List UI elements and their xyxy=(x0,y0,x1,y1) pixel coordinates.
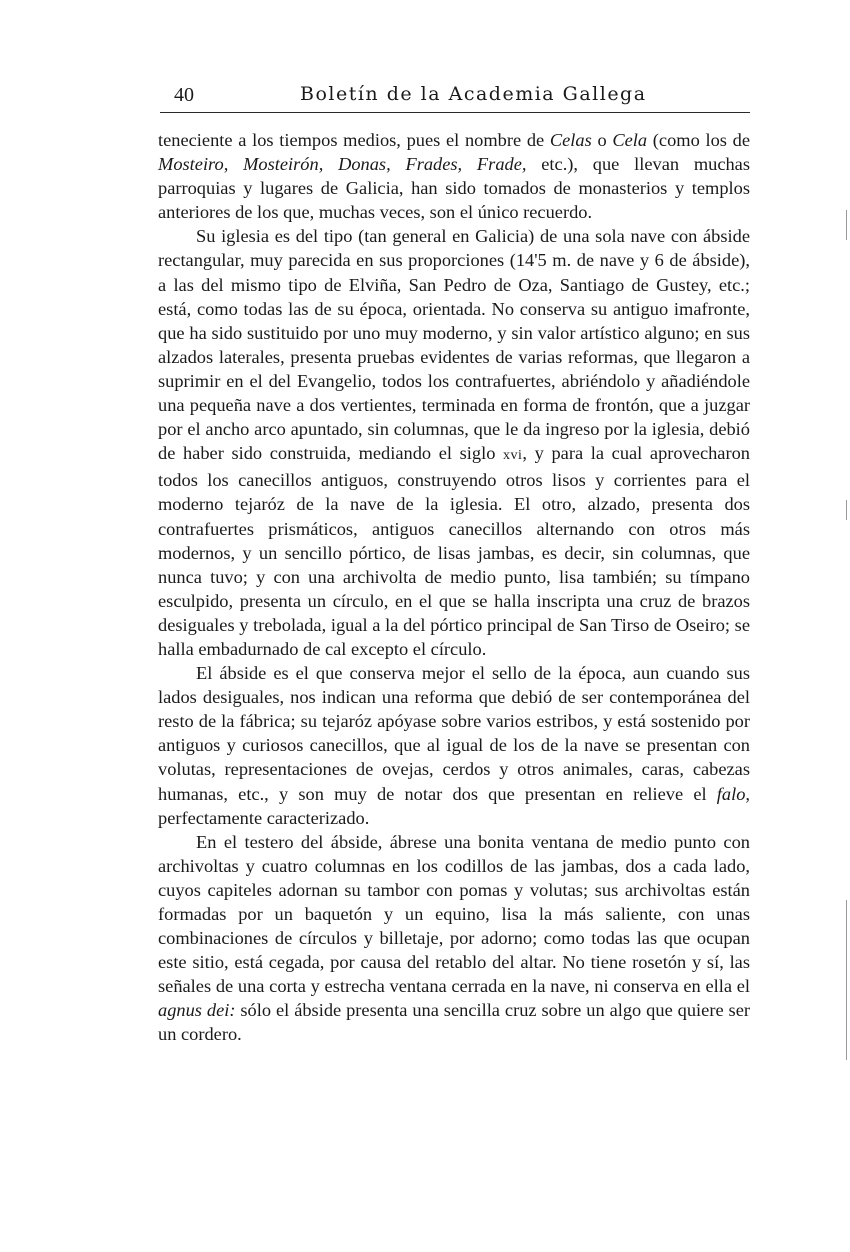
body-text xyxy=(158,128,750,1047)
small-caps-text: xvi xyxy=(503,448,523,464)
paragraph xyxy=(158,661,750,830)
page-header xyxy=(160,80,750,113)
scan-edge-mark xyxy=(846,900,847,1060)
paragraph xyxy=(158,128,750,224)
running-title: Boletín de la Academia Gallega xyxy=(300,83,647,105)
paragraph xyxy=(158,224,750,661)
paragraph xyxy=(158,830,750,1047)
italic-text: agnus dei: xyxy=(158,1000,236,1021)
text-run: Su iglesia es del tipo (tan general en Galicia) de una sola nave con ábside rectangular, muy parecida en sus proporciones (14'5 m. de nave y 6 de ábside), a las del mismo tipo de Elviña, San Pedro de Oza, Santiago de Gustey, etc.; está, como todas las de su época, orientada. No conserva su antiguo imafronte, que ha sido sustituido por uno muy moderno, y sin valor artístico alguno; en sus alzados laterales, presenta pruebas evidentes de varias reformas, que llegaron a suprimir en el del Evangelio, todos los contrafuertes, abriéndolo y añadiéndole una pequeña nave a dos vertientes, terminada en forma de frontón, que a juzgar por el ancho arco apuntado, sin columnas, que le da ingreso por la iglesia, debió de haber sido construida, mediando el siglo xyxy=(158,226,750,464)
text-run: sólo el ábside presenta una sencilla cruz sobre un algo que quiere ser un cordero. xyxy=(158,1000,750,1045)
scan-edge-mark xyxy=(846,210,847,240)
italic-text: falo, xyxy=(716,783,750,804)
text-run: , y para la cual aprovecharon todos los canecillos antiguos, construyendo otros lisos y corrientes para el moderno tejaróz de la nave de la iglesia. El otro, alzado, presenta dos contrafuertes prismáticos, antiguos canecillos alternando con otros más modernos, y un sencillo pórtico, de lisas jambas, es decir, sin columnas, que nunca tuvo; y con una archivolta de medio punto, lisa también; su tímpano esculpido, presenta un círculo, en el que se halla inscripta una cruz de brazos desiguales y trebolada, igual a la del pórtico principal de San Tirso de Oseiro; se halla embadurnado de cal excepto el círculo. xyxy=(158,443,750,659)
text-run: perfectamente caracterizado. xyxy=(158,807,370,828)
italic-text: Celas xyxy=(549,130,592,150)
text-run: En el testero del ábside, ábrese una bonita ventana de medio punto con archivoltas y cuatro columnas en los codillos de las jambas, dos a cada lado, cuyos capiteles adornan su tambor con pomas y volutas; sus archivoltas están formadas por un baquetón y un equino, lisa la más saliente, con unas combinaciones de círculos y billetaje, por adorno; como todas las que ocupan este sitio, está cegada, por causa del retablo del altar. No tiene rosetón y sí, las señales de una corta y estrecha ventana cerrada en la nave, ni conserva en ella el xyxy=(158,831,750,997)
text-run: o xyxy=(591,130,613,150)
text-run: (como los de xyxy=(647,130,750,150)
italic-text: Cela xyxy=(612,130,648,150)
italic-text: Mosteiro, Mosteirón, Donas, Frades, Frade, xyxy=(158,154,527,175)
page-number: 40 xyxy=(174,84,194,106)
text-run: etc.), que llevan muchas parroquias y lugares de Galicia, han sido tomados de monasterios y templos anteriores de los que, muchas veces, son el único recuerdo. xyxy=(158,154,750,223)
text-run: teneciente a los tiempos medios, pues el nombre de xyxy=(158,130,550,150)
scan-edge-mark xyxy=(846,500,847,520)
text-run: El ábside es el que conserva mejor el sello de la época, aun cuando sus lados desiguales, nos indican una reforma que debió de ser contemporánea del resto de la fábrica; su tejaróz apóyase sobre varios estribos, y está sostenido por antiguos y curiosos canecillos, que al igual de los de la nave se presentan con volutas, representaciones de ovejas, cerdos y otros animales, caras, cabezas humanas, etc., y son muy de notar dos que presentan en relieve el xyxy=(158,663,750,804)
